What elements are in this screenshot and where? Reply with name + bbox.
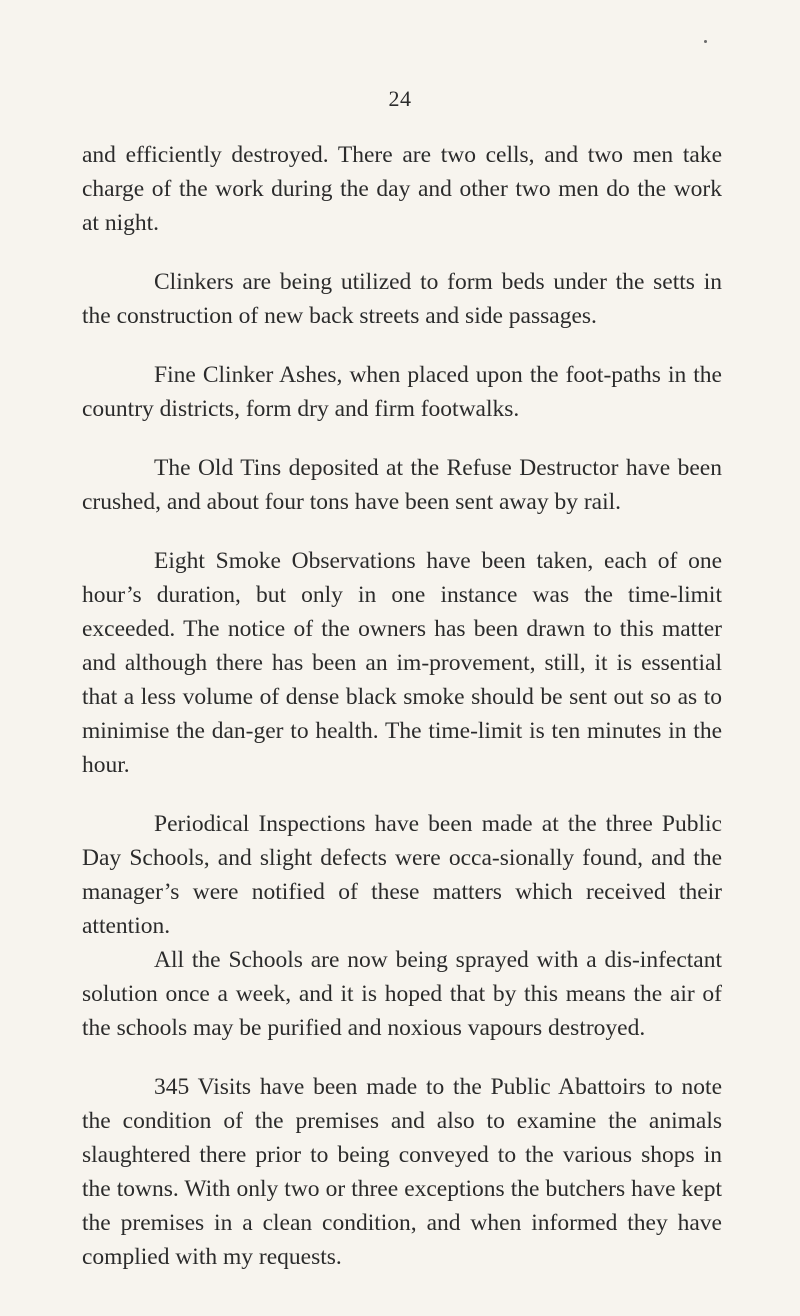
- paragraph-school-disinfectant: All the Schools are now being sprayed with a dis-infectant solution once a week, and it is hoped that by this means the air of the schools may be purified and noxious vapours destroyed.: [82, 947, 722, 1041]
- paragraph-clinker-ashes: Fine Clinker Ashes, when placed upon the foot-paths in the country districts, form dry and firm footwalks.: [82, 362, 722, 422]
- body-text: [82, 138, 722, 1274]
- paragraph-school-inspections: Periodical Inspections have been made at the three Public Day Schools, and slight defects were occa-sionally found, and the manager’s were notified of these matters which received their attention.: [82, 811, 722, 939]
- ink-speck: [704, 40, 707, 43]
- paragraph-smoke-observations: Eight Smoke Observations have been taken, each of one hour’s duration, but only in one instance was the time-limit exceeded. The notice of the owners has been drawn to this matter and although there has been an im-provement, still, it is essential that a less volume of dense black smoke should be sent out so as to minimise the dan-ger to health. The time-limit is ten minutes in the hour.: [82, 548, 722, 778]
- paragraph-destructor-cells: and efficiently destroyed. There are two cells, and two men take charge of the work during the day and other two men do the work at night.: [82, 142, 722, 236]
- paragraph-abattoir-visits: 345 Visits have been made to the Public Abattoirs to note the condition of the premises and also to examine the animals slaughtered there prior to being conveyed to the various shops in the towns. With only two or three exceptions the butchers have kept the premises in a clean condition, and when informed they have complied with my requests.: [82, 1074, 722, 1270]
- page-number: 24: [388, 86, 412, 111]
- paragraph-old-tins: The Old Tins deposited at the Refuse Destructor have been crushed, and about four tons have been sent away by rail.: [82, 455, 722, 515]
- paragraph-clinkers: Clinkers are being utilized to form beds under the setts in the construction of new back streets and side passages.: [82, 269, 722, 329]
